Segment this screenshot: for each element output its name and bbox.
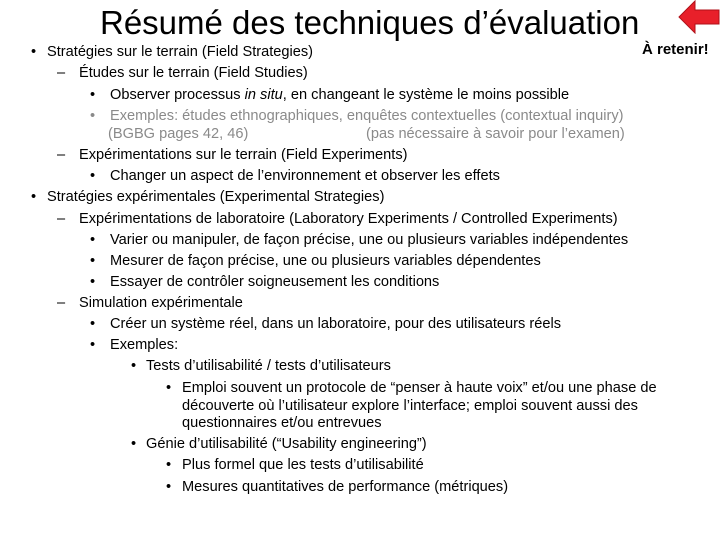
- retenir-label: À retenir!: [642, 41, 709, 58]
- red-left-arrow-icon[interactable]: [678, 0, 720, 34]
- slide-title: Résumé des techniques d’évaluation: [100, 4, 640, 41]
